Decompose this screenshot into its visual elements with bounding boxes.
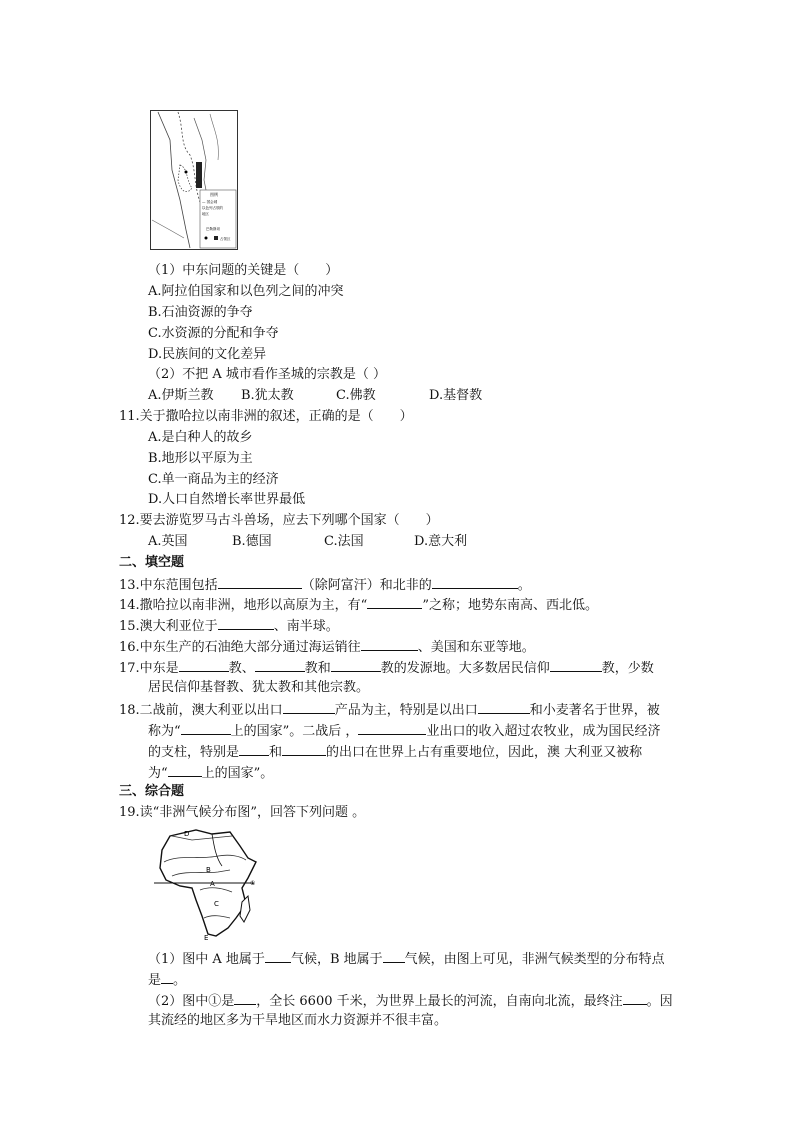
q17-blank-2[interactable] xyxy=(255,657,305,672)
q10-sub2-options xyxy=(148,386,482,406)
river-marker: ① xyxy=(250,880,256,887)
q19-sub2-line-1 xyxy=(148,990,673,1010)
q10-sub2-option-c: C.佛教 xyxy=(336,388,376,403)
q16-text-a: 16.中东生产的石油绝大部分通过海运销往 xyxy=(119,640,361,655)
q18-line-2 xyxy=(148,720,660,740)
q14 xyxy=(119,594,598,614)
q10-sub2-stem: （2）不把 A 城市看作圣城的宗教是（ ） xyxy=(148,367,387,382)
q17-text-e: 教，少数 xyxy=(601,661,654,676)
q12-stem: 12.要去游览罗马古斗兽场，应去下列哪个国家（ ） xyxy=(119,513,439,528)
middle-east-map xyxy=(150,110,238,250)
q19-s2-text-b: ，全长 6600 千米，为世界上最长的河流，自南向北流，最终注 xyxy=(256,994,623,1009)
q13-text-c: 。 xyxy=(517,578,531,593)
section-fill-in-blanks-heading: 二、填空题 xyxy=(119,555,185,570)
africa-climate-map xyxy=(152,826,260,942)
q15-text-b: 、南半球。 xyxy=(273,619,339,634)
q17-text-b: 教、 xyxy=(228,661,255,676)
q17-line-2: 居民信仰基督教、犹太教和其他宗教。 xyxy=(148,680,370,695)
q19-sub2-line-2: 其流经的地区多为干旱地区而水力资源并不很丰富。 xyxy=(148,1013,448,1028)
q14-text-b: ”之称；地势东南高、西北低。 xyxy=(422,598,598,613)
q18-line-1 xyxy=(119,699,660,719)
q18-text-g: 的支柱，特别是 xyxy=(148,745,240,760)
q11-stem: 11.关于撒哈拉以南非洲的叙述，正确的是（ ） xyxy=(119,409,413,424)
middle-east-map-drawing xyxy=(150,110,238,250)
q18-blank-2[interactable] xyxy=(478,699,530,714)
q12-option-a: A.英国 xyxy=(148,534,188,549)
q17-text-c: 教和 xyxy=(304,661,331,676)
q18-text-j: 为“ xyxy=(148,766,168,781)
q19-stem: 19.读“非洲气候分布图”，回答下列问题 。 xyxy=(119,805,366,820)
q15-blank-1[interactable] xyxy=(218,615,274,630)
q19-s1-blank-1[interactable] xyxy=(265,948,291,963)
q18-text-a: 18.二战前，澳大利亚以出口 xyxy=(119,703,283,718)
q18-blank-6[interactable] xyxy=(282,741,326,756)
q17-text-a: 17.中东是 xyxy=(119,661,179,676)
q13-blank-2[interactable] xyxy=(432,574,518,589)
q15 xyxy=(119,615,339,635)
q10-sub2-option-d: D.基督教 xyxy=(429,388,483,403)
q10-sub2-option-b: B.犹太教 xyxy=(241,388,294,403)
q11-option-d: D.人口自然增长率世界最低 xyxy=(148,492,306,507)
label-d: D xyxy=(184,830,190,838)
q18-text-f: 业出口的收入超过农牧业，成为国民经济 xyxy=(426,724,661,739)
city-a-dot xyxy=(185,171,188,174)
q19-s1-text-e: 。 xyxy=(173,973,187,988)
legend-row: 占领区 xyxy=(220,237,231,241)
q18-text-k: 上的国家”。 xyxy=(201,766,274,781)
q18-blank-7[interactable] xyxy=(168,762,202,777)
label-b: B xyxy=(206,866,211,874)
q17-blank-1[interactable] xyxy=(179,657,229,672)
q17-line-1 xyxy=(119,657,654,677)
q19-s1-blank-2[interactable] xyxy=(383,948,405,963)
q12-options xyxy=(148,532,467,552)
q12-option-b: B.德国 xyxy=(232,534,272,549)
legend-row: 以色列占领的 xyxy=(202,206,223,210)
legend-title: 图例 xyxy=(210,192,218,197)
q10-sub1-option-a: A.阿拉伯国家和以色列之间的冲突 xyxy=(148,284,344,299)
q18-text-b: 产品为主，特别是以出口 xyxy=(334,703,478,718)
q12-option-d: D.意大利 xyxy=(414,534,468,549)
q10-sub1-option-b: B.石油资源的争夺 xyxy=(148,305,253,320)
q16-blank-1[interactable] xyxy=(361,636,418,651)
q10-sub2-option-a: A.伊斯兰教 xyxy=(148,388,214,403)
q18-blank-5[interactable] xyxy=(239,741,269,756)
q11-option-b: B.地形以平原为主 xyxy=(148,451,253,466)
q18-text-h: 和 xyxy=(269,745,283,760)
q10-sub1-stem: （1）中东问题的关键是（ ） xyxy=(148,263,339,278)
q10-sub1-option-d: D.民族间的文化差异 xyxy=(148,347,267,362)
q10-sub1-option-c: C.水资源的分配和争夺 xyxy=(148,326,279,341)
q12-option-c: C.法国 xyxy=(324,534,364,549)
q19-s2-text-c: 。因 xyxy=(646,994,673,1009)
q19-s1-text-a: （1）图中 A 地属于 xyxy=(148,952,265,967)
label-c: C xyxy=(214,900,219,908)
q19-s1-blank-3[interactable] xyxy=(161,969,173,984)
q15-text-a: 15.澳大利亚位于 xyxy=(119,619,218,634)
q16 xyxy=(119,636,535,656)
section-comprehensive-heading: 三、综合题 xyxy=(119,784,185,799)
q18-line-4 xyxy=(148,762,273,782)
q19-sub1-line-2 xyxy=(148,969,186,989)
q11-option-c: C.单一商品为主的经济 xyxy=(148,472,279,487)
nile-river xyxy=(212,834,222,866)
q17-blank-4[interactable] xyxy=(550,657,602,672)
q19-s1-text-c: 气候，由图上可见，非洲气候类型的分布特点 xyxy=(404,952,665,967)
q13-text-a: 13.中东范围包括 xyxy=(119,578,218,593)
legend-row: 巴勒斯坦 xyxy=(206,227,220,231)
q17-text-d: 教的发源地。大多数居民信仰 xyxy=(380,661,550,676)
q18-text-e: 上的国家”。二战后 ， xyxy=(230,724,359,739)
q18-blank-3[interactable] xyxy=(181,720,231,735)
q19-s2-text-a: （2）图中①是 xyxy=(148,994,235,1009)
q19-s2-blank-2[interactable] xyxy=(623,990,647,1005)
africa-climate-map-drawing xyxy=(152,826,260,942)
q19-s1-text-b: 气候，B 地属于 xyxy=(290,952,383,967)
q18-text-d: 称为“ xyxy=(148,724,181,739)
q11-option-a: A.是白种人的故乡 xyxy=(148,430,253,445)
madagascar xyxy=(240,896,250,922)
q13-text-b: （除阿富汗）和北非的 xyxy=(301,578,432,593)
q19-sub1-line-1 xyxy=(148,948,665,968)
q18-text-i: 的出口在世界上占有重要地位，因此，澳 大利亚又被称 xyxy=(326,745,643,760)
label-a: A xyxy=(210,880,215,888)
q19-s1-text-d: 是 xyxy=(148,973,162,988)
legend-row: 地区 xyxy=(202,212,209,216)
q14-blank-1[interactable] xyxy=(367,594,422,609)
q18-line-3 xyxy=(148,741,642,761)
q13-blank-1[interactable] xyxy=(218,574,302,589)
label-e: E xyxy=(204,934,209,942)
q16-text-b: 、美国和东亚等地。 xyxy=(417,640,535,655)
q18-blank-4[interactable] xyxy=(358,720,426,735)
legend-row: — 国会城 xyxy=(202,200,218,204)
q14-text-a: 14.撒哈拉以南非洲，地形以高原为主，有“ xyxy=(119,598,368,613)
q18-text-c: 和小麦著名于世界，被 xyxy=(529,703,660,718)
q19-s2-blank-1[interactable] xyxy=(234,990,256,1005)
q17-blank-3[interactable] xyxy=(331,657,381,672)
q13 xyxy=(119,574,531,594)
q18-blank-1[interactable] xyxy=(283,699,335,714)
